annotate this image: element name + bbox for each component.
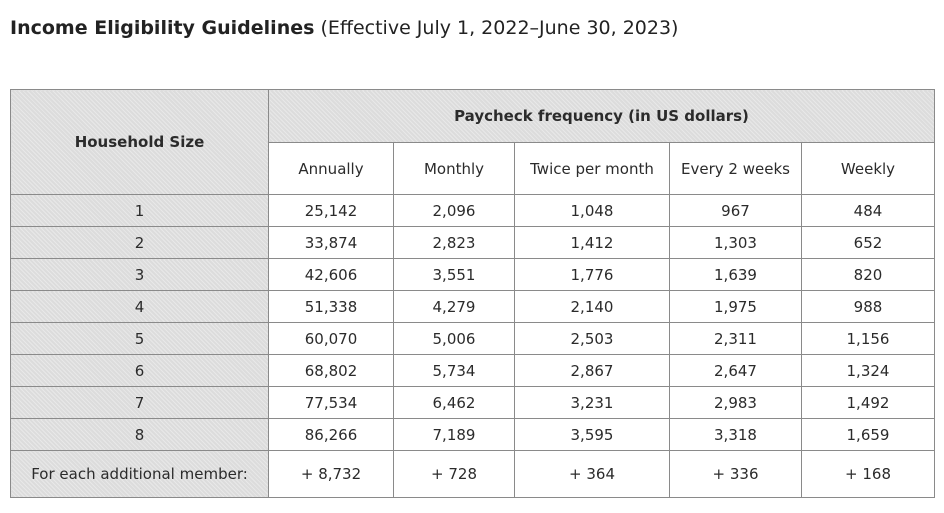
income-value-cell: 2,823	[394, 227, 515, 259]
household-size-cell: 5	[11, 323, 269, 355]
household-size-cell: 8	[11, 419, 269, 451]
income-value-cell: 3,595	[515, 419, 670, 451]
income-value-cell: 3,231	[515, 387, 670, 419]
income-value-cell: 7,189	[394, 419, 515, 451]
income-value-cell: 652	[802, 227, 935, 259]
table-row	[11, 259, 935, 291]
column-header-weekly: Weekly	[802, 143, 935, 195]
income-value-cell: 1,156	[802, 323, 935, 355]
income-value-cell: 1,639	[670, 259, 802, 291]
income-value-cell: 967	[670, 195, 802, 227]
income-value-cell: 51,338	[269, 291, 394, 323]
income-value-cell: 1,776	[515, 259, 670, 291]
column-header-annually: Annually	[269, 143, 394, 195]
income-value-cell: 77,534	[269, 387, 394, 419]
household-size-cell: 3	[11, 259, 269, 291]
table-row	[11, 419, 935, 451]
column-header-every-2-weeks: Every 2 weeks	[670, 143, 802, 195]
income-eligibility-table	[10, 89, 935, 498]
additional-member-row	[11, 451, 935, 498]
income-value-cell: 2,503	[515, 323, 670, 355]
household-size-cell: 1	[11, 195, 269, 227]
column-header-monthly: Monthly	[394, 143, 515, 195]
income-value-cell: 4,279	[394, 291, 515, 323]
income-value-cell: 2,867	[515, 355, 670, 387]
income-value-cell: 2,311	[670, 323, 802, 355]
table-row	[11, 387, 935, 419]
household-size-cell: 2	[11, 227, 269, 259]
income-value-cell: 484	[802, 195, 935, 227]
income-value-cell: 1,048	[515, 195, 670, 227]
income-value-cell: 988	[802, 291, 935, 323]
income-value-cell: 1,492	[802, 387, 935, 419]
income-value-cell: 3,551	[394, 259, 515, 291]
household-size-cell: 4	[11, 291, 269, 323]
additional-member-value: + 728	[394, 451, 515, 498]
table-row	[11, 323, 935, 355]
income-value-cell: 2,140	[515, 291, 670, 323]
household-size-header: Household Size	[11, 90, 269, 195]
income-value-cell: 33,874	[269, 227, 394, 259]
additional-member-value: + 364	[515, 451, 670, 498]
additional-member-label: For each additional member:	[11, 451, 269, 498]
income-value-cell: 1,412	[515, 227, 670, 259]
income-value-cell: 3,318	[670, 419, 802, 451]
income-value-cell: 5,006	[394, 323, 515, 355]
income-value-cell: 1,975	[670, 291, 802, 323]
column-header-twice-per-month: Twice per month	[515, 143, 670, 195]
additional-member-value: + 8,732	[269, 451, 394, 498]
income-value-cell: 6,462	[394, 387, 515, 419]
income-value-cell: 2,983	[670, 387, 802, 419]
table-row	[11, 195, 935, 227]
additional-member-value: + 168	[802, 451, 935, 498]
table-row	[11, 355, 935, 387]
income-value-cell: 820	[802, 259, 935, 291]
table-body	[11, 195, 935, 498]
income-value-cell: 1,659	[802, 419, 935, 451]
income-value-cell: 5,734	[394, 355, 515, 387]
household-size-cell: 7	[11, 387, 269, 419]
title-effective-dates: (Effective July 1, 2022–June 30, 2023)	[314, 17, 679, 39]
title-main: Income Eligibility Guidelines	[10, 17, 315, 39]
page-title	[10, 17, 678, 39]
income-value-cell: 42,606	[269, 259, 394, 291]
income-value-cell: 2,096	[394, 195, 515, 227]
income-value-cell: 86,266	[269, 419, 394, 451]
paycheck-frequency-header: Paycheck frequency (in US dollars)	[269, 90, 935, 143]
additional-member-value: + 336	[670, 451, 802, 498]
income-value-cell: 1,303	[670, 227, 802, 259]
income-value-cell: 2,647	[670, 355, 802, 387]
income-value-cell: 25,142	[269, 195, 394, 227]
table-row	[11, 291, 935, 323]
income-value-cell: 1,324	[802, 355, 935, 387]
table-row	[11, 227, 935, 259]
income-value-cell: 68,802	[269, 355, 394, 387]
household-size-cell: 6	[11, 355, 269, 387]
income-value-cell: 60,070	[269, 323, 394, 355]
